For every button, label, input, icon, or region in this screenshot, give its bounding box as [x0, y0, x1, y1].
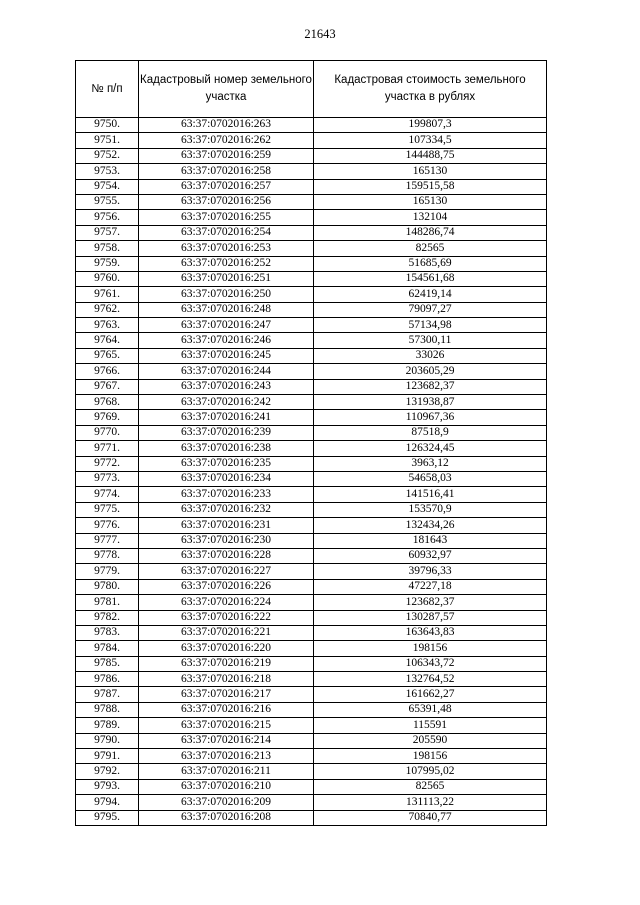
row-number-cell: 9794. [76, 795, 139, 810]
table-row [76, 595, 547, 610]
cadastral-number-cell: 63:37:0702016:247 [139, 318, 314, 333]
row-number-cell: 9775. [76, 502, 139, 517]
cadastral-number-cell: 63:37:0702016:235 [139, 456, 314, 471]
table-row [76, 610, 547, 625]
row-number-cell: 9781. [76, 595, 139, 610]
header-row-number: № п/п [76, 61, 139, 118]
cadastral-number-cell: 63:37:0702016:220 [139, 641, 314, 656]
cadastral-number-cell: 63:37:0702016:246 [139, 333, 314, 348]
row-number-cell: 9758. [76, 241, 139, 256]
row-number-cell: 9762. [76, 302, 139, 317]
cadastral-number-cell: 63:37:0702016:257 [139, 179, 314, 194]
page-number: 21643 [304, 27, 336, 41]
cadastral-value-cell: 163643,83 [314, 625, 547, 640]
cadastral-value-cell: 110967,36 [314, 410, 547, 425]
cadastral-number-cell: 63:37:0702016:216 [139, 702, 314, 717]
cadastral-number-cell: 63:37:0702016:217 [139, 687, 314, 702]
cadastral-value-cell: 82565 [314, 779, 547, 794]
cadastral-number-cell: 63:37:0702016:256 [139, 194, 314, 209]
cadastral-value-cell: 130287,57 [314, 610, 547, 625]
cadastral-number-cell: 63:37:0702016:209 [139, 795, 314, 810]
cadastral-number-cell: 63:37:0702016:263 [139, 118, 314, 133]
row-number-cell: 9766. [76, 364, 139, 379]
cadastral-number-cell: 63:37:0702016:213 [139, 749, 314, 764]
table-row [76, 502, 547, 517]
row-number-cell: 9772. [76, 456, 139, 471]
table-row [76, 333, 547, 348]
table-row [76, 241, 547, 256]
table-row [76, 302, 547, 317]
row-number-cell: 9783. [76, 625, 139, 640]
row-number-cell: 9780. [76, 579, 139, 594]
cadastral-number-cell: 63:37:0702016:231 [139, 518, 314, 533]
cadastral-number-cell: 63:37:0702016:258 [139, 164, 314, 179]
table-row [76, 518, 547, 533]
row-number-cell: 9763. [76, 318, 139, 333]
cadastral-number-cell: 63:37:0702016:234 [139, 471, 314, 486]
table-row [76, 718, 547, 733]
cadastral-number-cell: 63:37:0702016:222 [139, 610, 314, 625]
row-number-cell: 9776. [76, 518, 139, 533]
cadastral-number-cell: 63:37:0702016:214 [139, 733, 314, 748]
row-number-cell: 9789. [76, 718, 139, 733]
cadastral-number-cell: 63:37:0702016:248 [139, 302, 314, 317]
row-number-cell: 9791. [76, 749, 139, 764]
cadastral-number-cell: 63:37:0702016:244 [139, 364, 314, 379]
cadastral-number-cell: 63:37:0702016:254 [139, 225, 314, 240]
cadastral-number-cell: 63:37:0702016:221 [139, 625, 314, 640]
table-row [76, 395, 547, 410]
table-row [76, 194, 547, 209]
row-number-cell: 9753. [76, 164, 139, 179]
cadastral-value-cell: 51685,69 [314, 256, 547, 271]
table-row [76, 779, 547, 794]
table-row [76, 287, 547, 302]
table-row [76, 271, 547, 286]
cadastral-number-cell: 63:37:0702016:241 [139, 410, 314, 425]
cadastral-value-cell: 141516,41 [314, 487, 547, 502]
row-number-cell: 9754. [76, 179, 139, 194]
cadastral-value-cell: 198156 [314, 641, 547, 656]
cadastral-number-cell: 63:37:0702016:215 [139, 718, 314, 733]
cadastral-number-cell: 63:37:0702016:239 [139, 425, 314, 440]
cadastral-value-cell: 126324,45 [314, 441, 547, 456]
cadastral-value-cell: 144488,75 [314, 148, 547, 163]
row-number-cell: 9764. [76, 333, 139, 348]
row-number-cell: 9787. [76, 687, 139, 702]
cadastral-value-cell: 57134,98 [314, 318, 547, 333]
row-number-cell: 9761. [76, 287, 139, 302]
table-header-row [76, 61, 547, 118]
cadastral-number-cell: 63:37:0702016:243 [139, 379, 314, 394]
cadastral-value-cell: 131113,22 [314, 795, 547, 810]
row-number-cell: 9755. [76, 194, 139, 209]
table-row [76, 656, 547, 671]
cadastral-number-cell: 63:37:0702016:210 [139, 779, 314, 794]
table-row [76, 210, 547, 225]
row-number-cell: 9779. [76, 564, 139, 579]
cadastral-value-cell: 39796,33 [314, 564, 547, 579]
table-row [76, 425, 547, 440]
table-row [76, 318, 547, 333]
row-number-cell: 9792. [76, 764, 139, 779]
row-number-cell: 9759. [76, 256, 139, 271]
table-row [76, 410, 547, 425]
table-row [76, 364, 547, 379]
cadastral-value-cell: 107334,5 [314, 133, 547, 148]
row-number-cell: 9752. [76, 148, 139, 163]
cadastral-number-cell: 63:37:0702016:252 [139, 256, 314, 271]
row-number-cell: 9757. [76, 225, 139, 240]
row-number-cell: 9750. [76, 118, 139, 133]
table-body [76, 118, 547, 826]
cadastral-value-cell: 33026 [314, 348, 547, 363]
cadastral-number-cell: 63:37:0702016:232 [139, 502, 314, 517]
cadastral-number-cell: 63:37:0702016:219 [139, 656, 314, 671]
cadastral-value-cell: 181643 [314, 533, 547, 548]
row-number-cell: 9795. [76, 810, 139, 825]
row-number-cell: 9773. [76, 471, 139, 486]
cadastral-value-cell: 132764,52 [314, 672, 547, 687]
cadastral-value-cell: 159515,58 [314, 179, 547, 194]
table-row [76, 795, 547, 810]
table-row [76, 764, 547, 779]
row-number-cell: 9751. [76, 133, 139, 148]
cadastral-value-cell: 54658,03 [314, 471, 547, 486]
table-row [76, 225, 547, 240]
cadastral-number-cell: 63:37:0702016:259 [139, 148, 314, 163]
table-row [76, 164, 547, 179]
table-row [76, 456, 547, 471]
table-row [76, 471, 547, 486]
cadastral-number-cell: 63:37:0702016:253 [139, 241, 314, 256]
cadastral-value-cell: 3963,12 [314, 456, 547, 471]
cadastral-value-cell: 70840,77 [314, 810, 547, 825]
cadastral-number-cell: 63:37:0702016:251 [139, 271, 314, 286]
row-number-cell: 9770. [76, 425, 139, 440]
table-row [76, 548, 547, 563]
cadastral-number-cell: 63:37:0702016:211 [139, 764, 314, 779]
cadastral-number-cell: 63:37:0702016:230 [139, 533, 314, 548]
cadastral-value-cell: 47227,18 [314, 579, 547, 594]
row-number-cell: 9765. [76, 348, 139, 363]
row-number-cell: 9760. [76, 271, 139, 286]
row-number-cell: 9793. [76, 779, 139, 794]
cadastral-value-cell: 131938,87 [314, 395, 547, 410]
table-row [76, 810, 547, 825]
cadastral-number-cell: 63:37:0702016:262 [139, 133, 314, 148]
table-row [76, 733, 547, 748]
cadastral-value-cell: 132104 [314, 210, 547, 225]
row-number-cell: 9756. [76, 210, 139, 225]
cadastral-value-cell: 132434,26 [314, 518, 547, 533]
row-number-cell: 9771. [76, 441, 139, 456]
row-number-cell: 9788. [76, 702, 139, 717]
table-row [76, 487, 547, 502]
table-row [76, 687, 547, 702]
cadastral-value-cell: 198156 [314, 749, 547, 764]
cadastral-number-cell: 63:37:0702016:208 [139, 810, 314, 825]
cadastral-value-cell: 153570,9 [314, 502, 547, 517]
row-number-cell: 9769. [76, 410, 139, 425]
cadastral-value-cell: 82565 [314, 241, 547, 256]
cadastral-number-cell: 63:37:0702016:228 [139, 548, 314, 563]
cadastral-value-cell: 65391,48 [314, 702, 547, 717]
cadastral-value-cell: 154561,68 [314, 271, 547, 286]
table-row [76, 348, 547, 363]
row-number-cell: 9784. [76, 641, 139, 656]
row-number-cell: 9782. [76, 610, 139, 625]
header-cadastral-value: Кадастровая стоимость земельного участка в рублях [314, 61, 547, 118]
table-row [76, 441, 547, 456]
cadastral-number-cell: 63:37:0702016:233 [139, 487, 314, 502]
row-number-cell: 9777. [76, 533, 139, 548]
cadastral-value-cell: 161662,27 [314, 687, 547, 702]
table-row [76, 133, 547, 148]
cadastral-value-cell: 123682,37 [314, 379, 547, 394]
cadastral-value-cell: 203605,29 [314, 364, 547, 379]
table-row [76, 118, 547, 133]
cadastral-number-cell: 63:37:0702016:255 [139, 210, 314, 225]
row-number-cell: 9778. [76, 548, 139, 563]
table-row [76, 179, 547, 194]
row-number-cell: 9786. [76, 672, 139, 687]
cadastral-value-cell: 57300,11 [314, 333, 547, 348]
table-row [76, 579, 547, 594]
cadastral-number-cell: 63:37:0702016:238 [139, 441, 314, 456]
row-number-cell: 9768. [76, 395, 139, 410]
cadastral-value-cell: 205590 [314, 733, 547, 748]
table-row [76, 641, 547, 656]
cadastral-value-cell: 148286,74 [314, 225, 547, 240]
cadastral-value-cell: 115591 [314, 718, 547, 733]
row-number-cell: 9774. [76, 487, 139, 502]
cadastral-value-cell: 165130 [314, 194, 547, 209]
cadastral-number-cell: 63:37:0702016:227 [139, 564, 314, 579]
table-row [76, 533, 547, 548]
cadastral-value-cell: 87518,9 [314, 425, 547, 440]
table-row [76, 256, 547, 271]
header-cadastral-number: Кадастровый номер земельного участка [139, 61, 314, 118]
table-row [76, 749, 547, 764]
row-number-cell: 9767. [76, 379, 139, 394]
cadastral-number-cell: 63:37:0702016:245 [139, 348, 314, 363]
table-row [76, 148, 547, 163]
cadastral-value-cell: 199807,3 [314, 118, 547, 133]
cadastral-value-cell: 106343,72 [314, 656, 547, 671]
cadastral-value-cell: 165130 [314, 164, 547, 179]
table-row [76, 379, 547, 394]
cadastral-value-cell: 79097,27 [314, 302, 547, 317]
table-row [76, 702, 547, 717]
cadastral-value-cell: 60932,97 [314, 548, 547, 563]
cadastral-value-table [75, 60, 547, 826]
cadastral-value-cell: 107995,02 [314, 764, 547, 779]
cadastral-number-cell: 63:37:0702016:218 [139, 672, 314, 687]
row-number-cell: 9785. [76, 656, 139, 671]
table-row [76, 672, 547, 687]
cadastral-number-cell: 63:37:0702016:224 [139, 595, 314, 610]
cadastral-value-cell: 62419,14 [314, 287, 547, 302]
cadastral-number-cell: 63:37:0702016:242 [139, 395, 314, 410]
cadastral-value-cell: 123682,37 [314, 595, 547, 610]
cadastral-number-cell: 63:37:0702016:226 [139, 579, 314, 594]
cadastral-number-cell: 63:37:0702016:250 [139, 287, 314, 302]
row-number-cell: 9790. [76, 733, 139, 748]
table-row [76, 564, 547, 579]
table-row [76, 625, 547, 640]
